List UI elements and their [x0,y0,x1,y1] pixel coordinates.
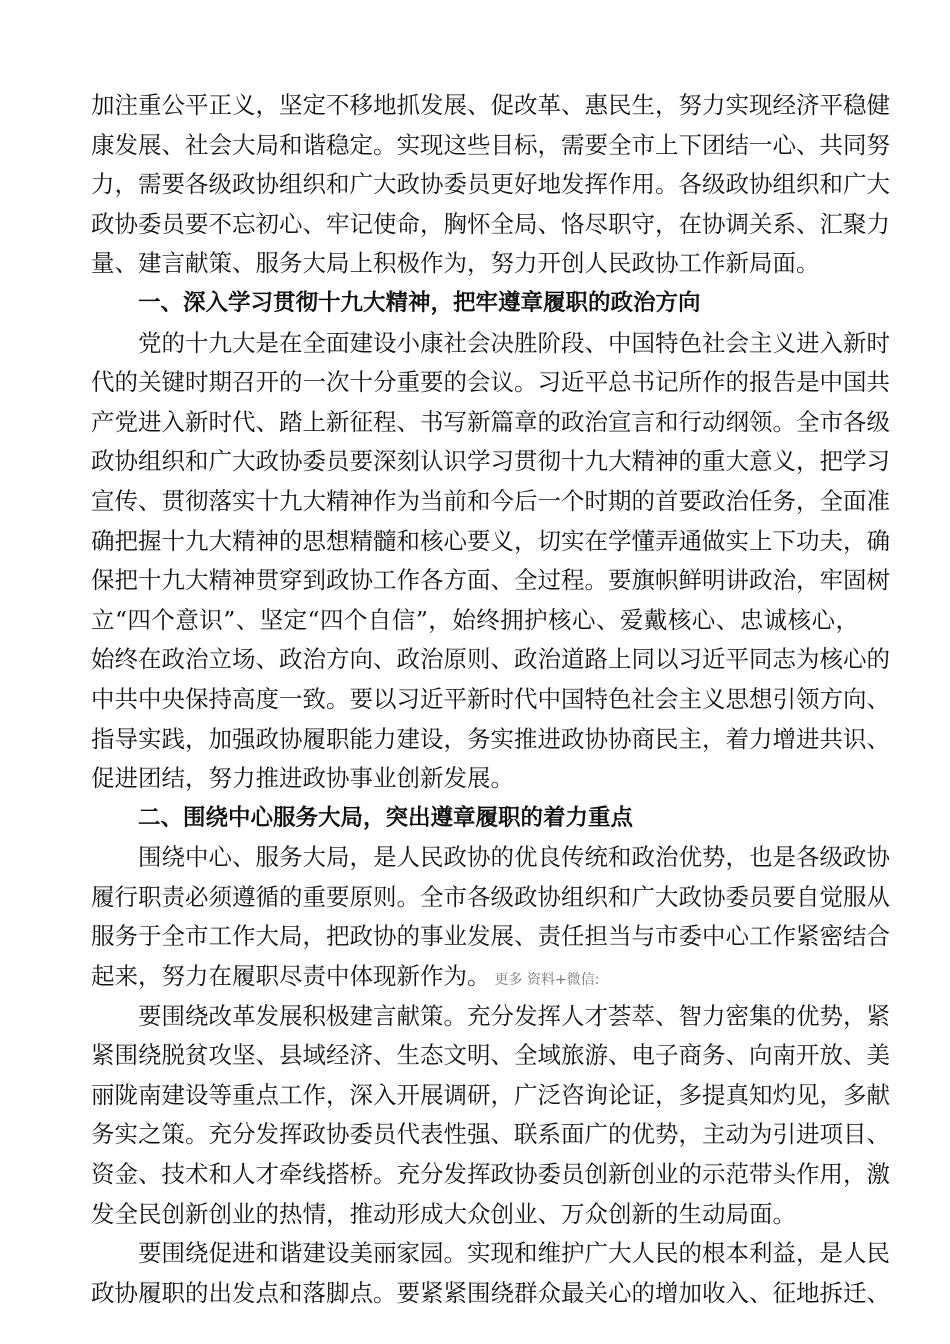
text-line: 立“四个意识”、坚定“四个自信”，始终拥护核心、爱戴核心、忠诚核心， [91,605,859,634]
text-span: 起来，努力在履职尽责中体现新作为。 [91,962,491,991]
text-line: 履行职责必须遵循的重要原则。全市各级政协组织和广大政协委员要自觉服从 [91,882,890,911]
text-line: 始终在政治立场、政治方向、政治原则、政治道路上同以习近平同志为核心的 [91,645,890,674]
text-line: 丽陇南建设等重点工作，深入开展调研，广泛咨询论证，多提真知灼见，多献 [91,1080,890,1109]
text-line [91,957,859,997]
text-line: 宣传、贯彻落实十九大精神作为当前和今后一个时期的首要政治任务，全面准 [91,486,890,515]
document-page [91,86,890,1313]
text-line: 资金、技术和人才牵线搭桥。充分发挥政协委员创新创业的示范带头作用，激 [91,1160,890,1189]
text-line: 代的关键时期召开的一次十分重要的会议。习近平总书记所作的报告是中国共 [91,368,890,397]
text-line: 紧围绕脱贫攻坚、县域经济、生态文明、全域旅游、电子商务、向南开放、美 [91,1041,890,1070]
promo-note: 更多 资料+微信: [494,972,600,989]
text-line: 指导实践，加强政协履职能力建设，务实推进政协协商民主，着力增进共识、 [91,724,890,753]
text-line: 政协组织和广大政协委员要深刻认识学习贯彻十九大精神的重大意义，把学习 [91,447,890,476]
section-heading: 二、围绕中心服务大局，突出遵章履职的着力重点 [138,804,634,831]
text-line: 政协委员要不忘初心、牢记使命，胸怀全局、恪尽职守，在协调关系、汇聚力 [91,209,890,238]
paragraph [91,997,890,1235]
text-line: 加注重公平正义，坚定不移地抓发展、促改革、惠民生，努力实现经济平稳健 [91,91,890,119]
text-line: 产党进入新时代、踏上新征程、书写新篇章的政治宣言和行动纲领。全市各级 [91,407,890,436]
paragraph [91,1234,890,1313]
text-line: 力，需要各级政协组织和广大政协委员更好地发挥作用。各级政协组织和广大 [91,170,890,199]
text-line: 发全民创新创业的热情，推动形成大众创业、万众创新的生动局面。 [91,1199,796,1228]
text-line: 要围绕改革发展积极建言献策。充分发挥人才荟萃、智力密集的优势，紧 [138,1001,890,1030]
text-line: 要围绕促进和谐建设美丽家园。实现和维护广大人民的根本利益，是人民 [138,1239,890,1268]
text-line: 服务于全市工作大局，把政协的事业发展、责任担当与市委中心工作紧密结合 [91,922,890,951]
paragraph [91,324,890,799]
text-line: 围绕中心、服务大局，是人民政协的优良传统和政治优势，也是各级政协 [138,843,890,872]
text-line: 量、建言献策、服务大局上积极作为，努力开创人民政协工作新局面。 [91,249,820,278]
paragraph [91,838,890,996]
text-line: 务实之策。充分发挥政协委员代表性强、联系面广的优势，主动为引进项目、 [91,1120,890,1149]
text-line: 保把十九大精神贯穿到政协工作各方面、全过程。要旗帜鲜明讲政治，牢固树 [91,566,890,595]
text-line: 中共中央保持高度一致。要以习近平新时代中国特色社会主义思想引领方向、 [91,684,890,713]
text-line: 康发展、社会大局和谐稳定。实现这些目标，需要全市上下团结一心、共同努 [91,130,890,159]
text-line: 促进团结，努力推进政协事业创新发展。 [91,764,514,793]
text-line: 确把握十九大精神的思想精髓和核心要义，切实在学懂弄通做实上下功夫，确 [91,526,890,555]
text-line: 党的十九大是在全面建设小康社会决胜阶段、中国特色社会主义进入新时 [138,328,890,357]
paragraph [91,86,890,284]
text-line: 政协履职的出发点和落脚点。要紧紧围绕群众最关心的增加收入、征地拆迁、 [91,1278,890,1307]
section-heading: 一、深入学习贯彻十九大精神，把牢遵章履职的政治方向 [138,289,701,316]
